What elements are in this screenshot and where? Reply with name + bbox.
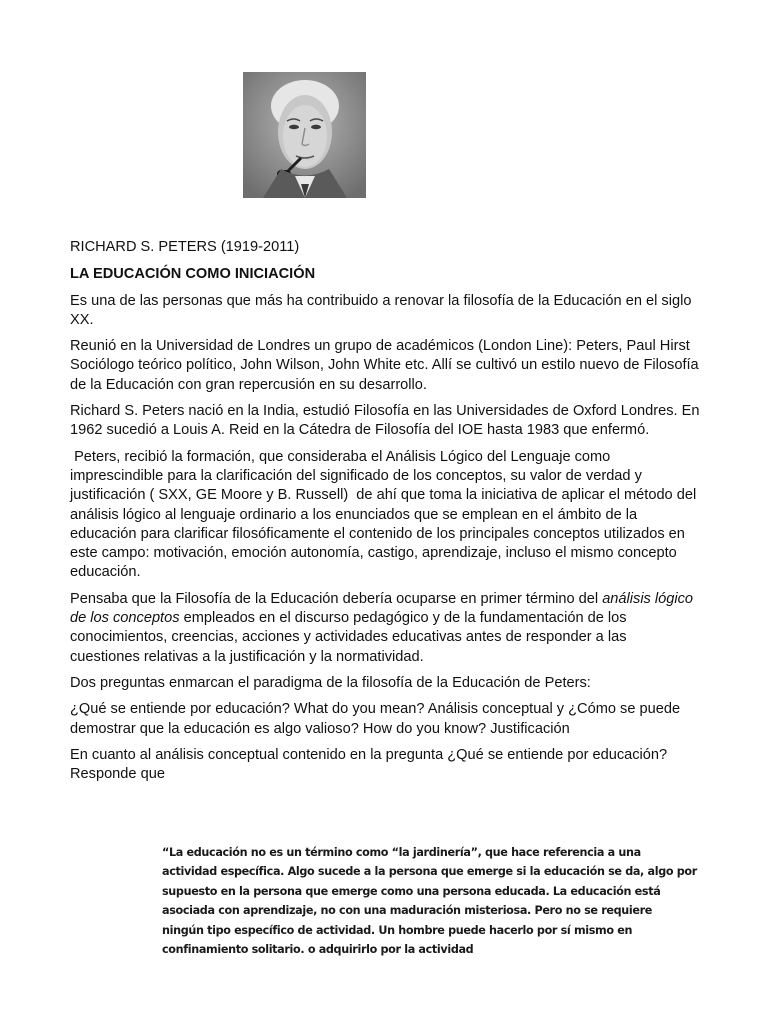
block-quote: “La educación no es un término como “la jardinería”, que hace referencia a una actividad específica. Algo sucede a la persona que emerge si la educación se da, algo por supuesto en la persona que emerge como una persona educada. La educación está asociada con aprendizaje, no con una maduración misteriosa. Pero no se requiere ningún tipo específico de actividad. Un hombre puede hacerlo por sí mismo en confinamiento solitario. o adquirirlo por la actividad (162, 846, 697, 957)
author-line: RICHARD S. PETERS (1919-2011) (70, 239, 300, 255)
portrait-image (243, 72, 366, 198)
paragraph-london-line: Reunió en la Universidad de Londres un grupo de académicos (London Line): Peters, Paul Hirst Sociólogo teórico político, John Wilson, John White etc. Allí se cultivó un estilo nuevo de Filosofía de la Educación con gran repercusión en su desarrollo. (70, 338, 699, 393)
paragraph-conceptual-analysis: En cuanto al análisis conceptual contenido en la pregunta ¿Qué se entiende por educación? Responde que (70, 746, 668, 783)
author-portrait (243, 72, 366, 198)
paragraph-questions: ¿Qué se entiende por educación? What do you mean? Análisis conceptual y ¿Cómo se puede demostrar que la educación es algo valioso? How do you know? Justificación (70, 701, 681, 737)
paragraph-logical-analysis: Peters, recibió la formación, que consideraba el Análisis Lógico del Lenguaje como imprescindible para la clarificación del significado de los conceptos, su valor de verdad y justificación ( SXX, GE Moore y B. Russell) de ahí que toma la iniciativa de aplicar el método del análisis lógico al lenguaje ordinario a los enunciados que se emplean en el ámbito de la educación para clarificar filosóficamente el contenido de los principales conceptos utilizados en este campo: motivación, emoción autonomía, castigo, aprendizaje, incluso el mismo concepto educación. (70, 448, 701, 581)
paragraph-philosophy-task (70, 590, 700, 667)
paragraph-philosophy-task-start: Pensaba que la Filosofía de la Educación debería ocuparse en primer término del (70, 590, 603, 607)
paragraph-two-questions: Dos preguntas enmarcan el paradigma de la filosofía de la Educación de Peters: (70, 674, 591, 691)
paragraph-philosophy-task-emphasis: análisis lógico de los conceptos (70, 590, 694, 627)
paragraph-intro: Es una de las personas que más ha contribuido a renovar la filosofía de la Educación en el siglo XX. (70, 292, 692, 328)
paragraph-biography: Richard S. Peters nació en la India, estudió Filosofía en las Universidades de Oxford Londres. En 1962 sucedió a Louis A. Reid en la Cátedra de Filosofía del IOE hasta 1983 que enfermó. (70, 403, 700, 439)
document-title: LA EDUCACIÓN COMO INICIACIÓN (70, 266, 316, 283)
paragraph-philosophy-task-end: empleados en el discurso pedagógico y de la fundamentación de los conocimientos, creencias, acciones y actividades educativas antes de responder a las cuestiones relativas a la justificación y la normatividad. (70, 610, 627, 665)
document-body (70, 238, 700, 791)
